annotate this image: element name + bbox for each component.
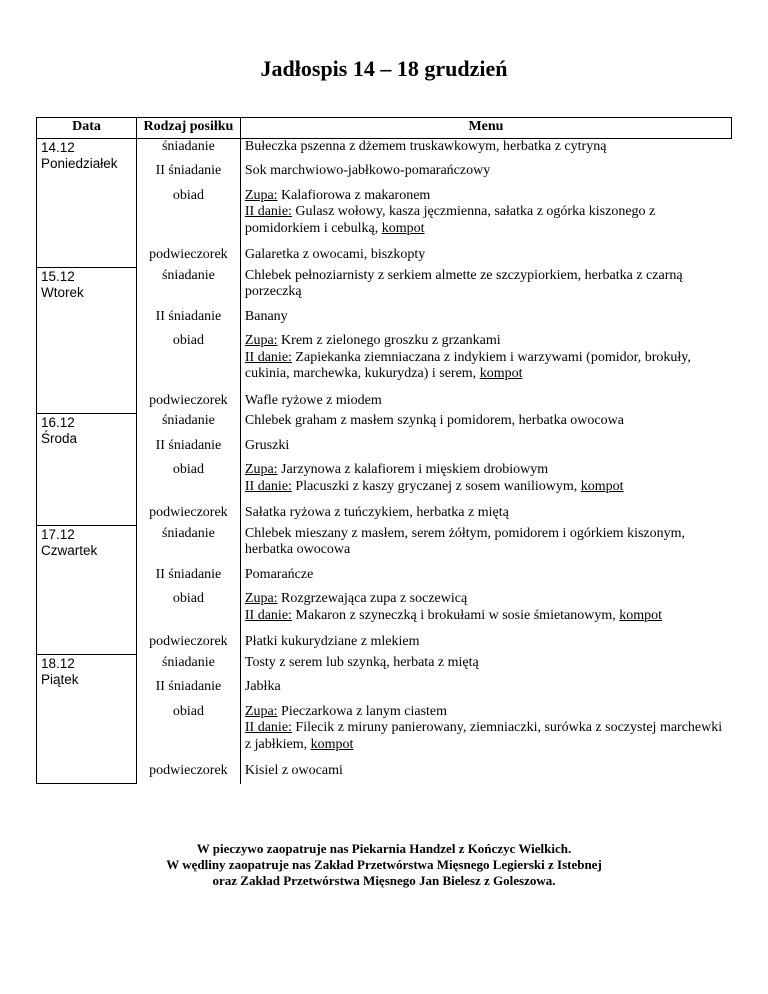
menu-table [36,117,732,784]
soup-text: Rozgrzewająca zupa z soczewicą [277,591,468,606]
table-row [37,526,732,559]
meal-type: śniadanie [136,138,240,155]
table-row [37,155,732,180]
meal-type: II śniadanie [136,559,240,584]
header-date: Data [37,118,137,139]
table-row [37,671,732,696]
meal-menu [240,753,731,784]
meal-type: śniadanie [136,413,240,430]
meal-text: Tosty z serem lub szynką, herbata z miętą [244,654,479,670]
meal-type: II śniadanie [136,671,240,696]
day-date: 18.12 [41,656,75,671]
table-row [37,383,732,414]
table-row [37,237,732,268]
meal-menu [240,624,731,655]
soup-label: Zupa: [244,591,278,606]
meal-menu [240,325,731,383]
main-course-label: II danie: [244,204,292,219]
table-row [37,655,732,672]
table-header-row [37,118,732,139]
soup-text: Jarzynowa z kalafiorem i mięskiem drobiowym [277,462,549,477]
soup-label: Zupa: [244,187,278,203]
table-row [37,696,732,754]
meal-menu [240,559,731,584]
main-course-text: Makaron z szyneczką i brokułami w sosie śmietanowym, [291,607,620,623]
main-course-label: II danie: [244,478,292,494]
footer-line: oraz Zakład Przetwórstwa Mięsnego Jan Bielesz z Goleszowa. [212,873,556,888]
meal-menu [240,155,731,180]
table-row [37,301,732,326]
meal-menu [240,696,731,754]
day-cell [37,655,137,784]
day-cell [37,138,137,268]
day-weekday: Czwartek [41,543,98,558]
meal-text: Bułeczka pszenna z dżemem truskawkowym, herbatka z cytryną [244,138,607,154]
meal-type: śniadanie [136,655,240,672]
meal-type: obiad [136,454,240,495]
soup-label: Zupa: [244,703,278,719]
meal-menu [240,237,731,268]
meal-type: II śniadanie [136,301,240,326]
table-row [37,268,732,301]
meal-type: obiad [136,180,240,238]
main-course-label: II danie: [244,349,292,365]
soup-label: Zupa: [244,462,278,477]
meal-text: Banany [244,308,288,324]
meal-text: Sałatka ryżowa z tuńczykiem, herbatka z miętą [244,505,509,520]
meal-menu [240,430,731,455]
compote-text: kompot [310,736,354,752]
meal-menu [240,526,731,559]
meal-text: Płatki kukurydziane z mlekiem [244,634,420,649]
meal-menu [240,655,731,672]
main-course-text: Gulasz wołowy, kasza jęczmienna, sałatka z ogórka kiszonego z pomidorkiem i cebulką, [244,204,656,236]
table-row [37,454,732,495]
compote-text: kompot [381,220,425,236]
meal-type: podwieczorek [136,495,240,526]
meal-type: obiad [136,325,240,383]
meal-type: podwieczorek [136,383,240,414]
meal-type: śniadanie [136,268,240,301]
footer-line: W wędliny zaopatruje nas Zakład Przetwórstwa Mięsnego Legierski z Istebnej [166,857,602,872]
table-row [37,753,732,784]
soup-label: Zupa: [244,333,278,348]
soup-text: Krem z zielonego groszku z grzankami [277,333,501,348]
main-course-text: Filecik z miruny panierowany, ziemniaczki, surówka z soczystej marchewki z jabłkiem, [244,720,723,752]
meal-text: Galaretka z owocami, biszkopty [244,247,426,262]
meal-type: II śniadanie [136,155,240,180]
meal-menu [240,138,731,155]
table-row [37,430,732,455]
meal-menu [240,495,731,526]
meal-menu [240,383,731,414]
meal-type: podwieczorek [136,753,240,784]
day-weekday: Wtorek [41,285,84,300]
day-cell [37,413,137,526]
meal-text: Chlebek pełnoziarnisty z serkiem almette ze szczypiorkiem, herbatka z czarną porzeczką [244,267,683,299]
day-date: 16.12 [41,414,75,430]
table-row [37,624,732,655]
meal-menu [240,454,731,495]
meal-text: Sok marchwiowo-jabłkowo-pomarańczowy [244,163,491,178]
day-date: 14.12 [41,139,75,155]
day-date: 17.12 [41,527,75,542]
meal-text: Pomarańcze [244,566,314,582]
compote-text: kompot [580,478,624,494]
main-course-label: II danie: [244,720,292,735]
day-weekday: Piątek [41,672,79,687]
day-cell [37,526,137,655]
compote-text: kompot [479,366,523,381]
meal-type: śniadanie [136,526,240,559]
header-meal-type: Rodzaj posiłku [136,118,240,139]
page-title: Jadłospis 14 – 18 grudzień [260,56,508,81]
table-row [37,583,732,624]
table-row [37,413,732,430]
meal-menu [240,413,731,430]
main-course-label: II danie: [244,607,292,623]
meal-text: Chlebek mieszany z masłem, serem żółtym, pomidorem i ogórkiem kiszonym, herbatka owocowa [244,525,686,557]
meal-type: podwieczorek [136,624,240,655]
main-course-text: Placuszki z kaszy gryczanej z sosem waniliowym, [291,478,581,494]
table-row [37,180,732,238]
meal-menu [240,180,731,238]
soup-text: Kalafiorowa z makaronem [277,187,431,203]
day-cell [37,268,137,414]
meal-type: podwieczorek [136,237,240,268]
table-row [37,138,732,155]
meal-type: obiad [136,583,240,624]
meal-menu [240,671,731,696]
meal-text: Kisiel z owocami [244,763,343,778]
meal-type: obiad [136,696,240,754]
main-course-text: Zapiekanka ziemniaczana z indykiem i warzywami (pomidor, brokuły, cukinia, marchewka, kukurydza) i serem, [244,349,691,381]
meal-text: Chlebek graham z masłem szynką i pomidorem, herbatka owocowa [244,413,624,428]
footer-line: W pieczywo zaopatruje nas Piekarnia Handzel z Kończyc Wielkich. [196,841,572,856]
compote-text: kompot [619,607,663,623]
soup-text: Pieczarkowa z lanym ciastem [277,703,448,719]
meal-text: Wafle ryżowe z miodem [244,392,382,408]
suppliers-note [0,841,768,889]
meal-menu [240,301,731,326]
day-weekday: Środa [41,430,78,446]
table-row [37,559,732,584]
meal-type: II śniadanie [136,430,240,455]
meal-text: Jabłka [244,679,281,694]
meal-text: Gruszki [244,437,290,453]
header-menu: Menu [240,118,731,139]
table-row [37,325,732,383]
table-row [37,495,732,526]
day-date: 15.12 [41,269,75,284]
day-weekday: Poniedziałek [41,155,118,171]
meal-menu [240,583,731,624]
meal-menu [240,268,731,301]
